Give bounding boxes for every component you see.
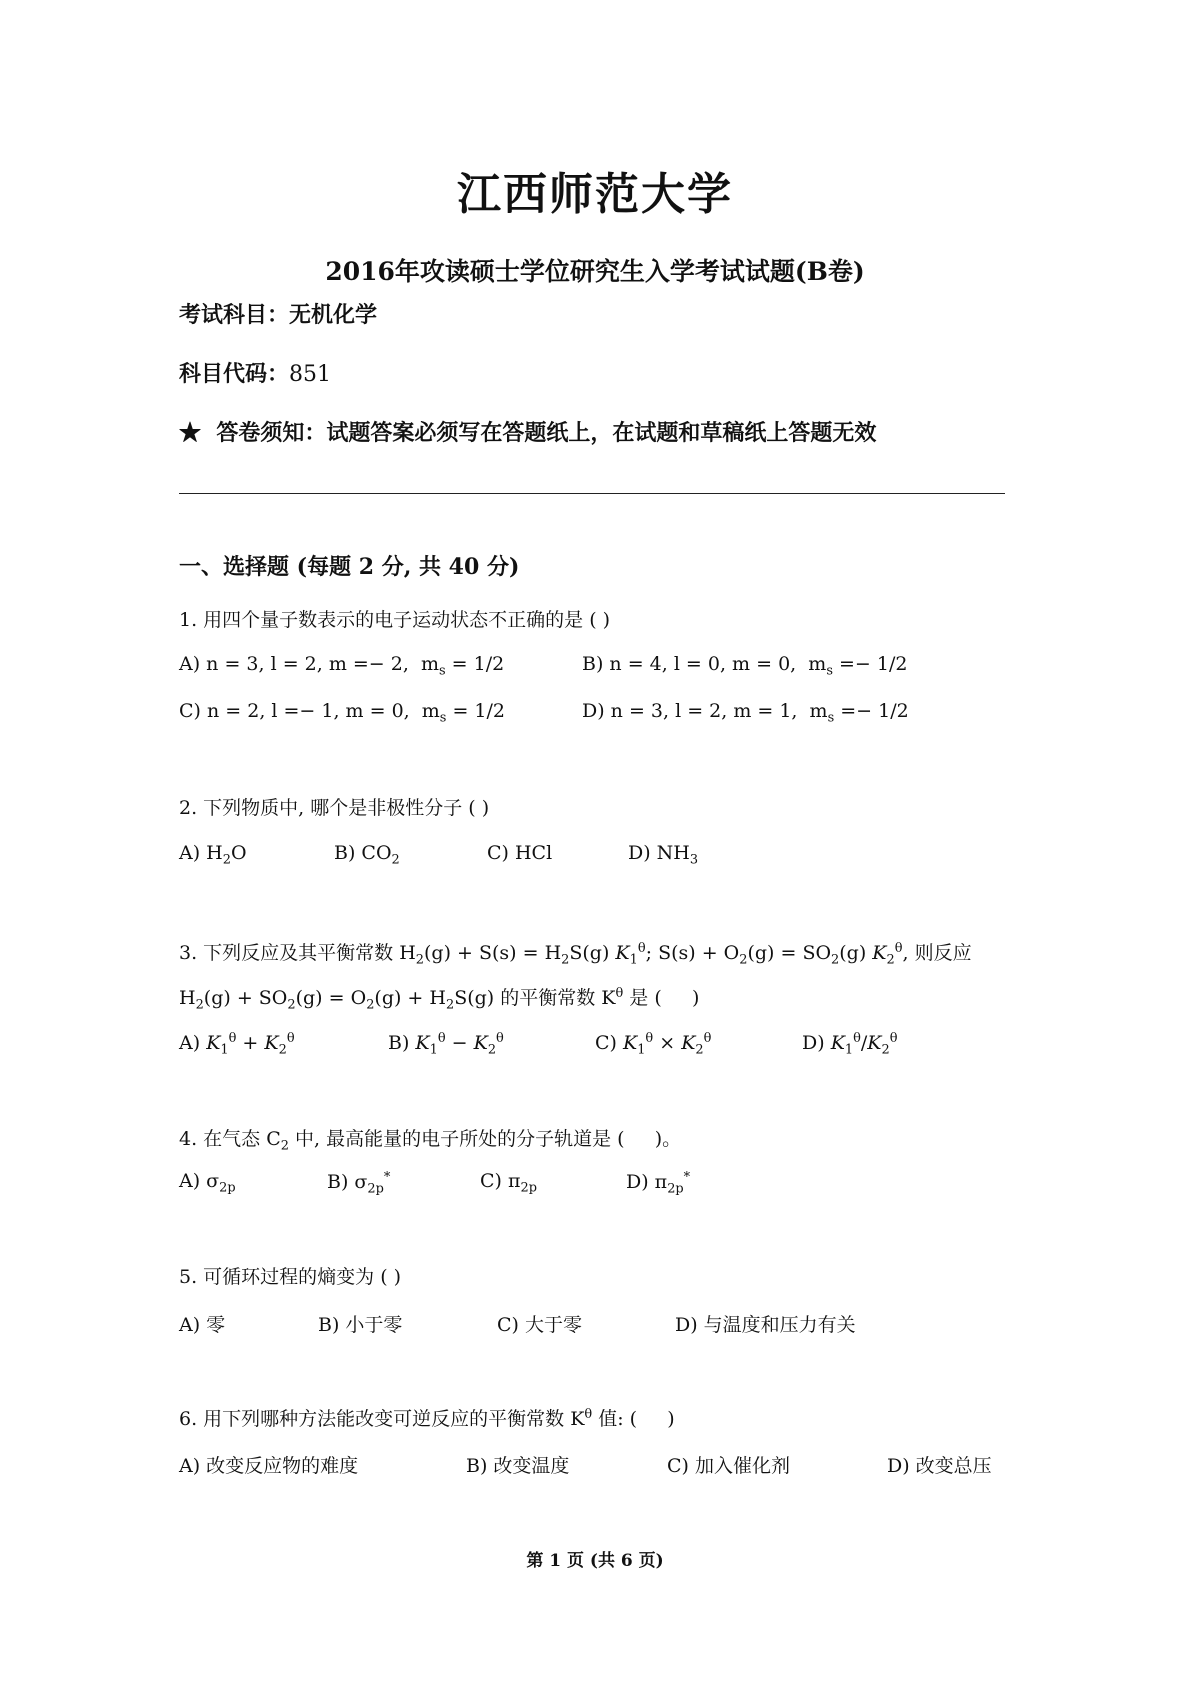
q2-option-a: A) $H_2O$: [179, 842, 247, 868]
notice-text: 试题答案必须写在答题纸上，在试题和草稿纸上答题无效: [326, 420, 877, 446]
q1-option-b: B) n = 4, l = 0, m = 0, $m_s =- 1/2$: [582, 653, 908, 679]
question-4-stem: 4. 在气态 $C_2$ 中, 最高能量的电子所处的分子轨道是 ( )。: [179, 1128, 682, 1154]
q1-option-a: A) n = 3, l = 2, m =− 2, $m_s = 1/2$: [179, 653, 505, 679]
q3-option-c: C) $K_1^\theta \times K_2^\theta$: [595, 1031, 712, 1058]
question-5-stem: 5. 可循环过程的熵变为 ( ): [179, 1266, 402, 1288]
university-title: 江西师范大学: [457, 169, 733, 220]
page-number: 第 1 页 (共 6 页): [526, 1551, 664, 1571]
q4-option-d: D) $\pi_{2p}^*$: [626, 1170, 691, 1197]
subject-label: 考试科目：: [179, 302, 290, 328]
q5-option-d: D) 与温度和压力有关: [675, 1314, 856, 1336]
q5-option-b: B) 小于零: [318, 1314, 403, 1336]
q6-option-b: B) 改变温度: [466, 1455, 570, 1477]
q2-option-d: D) $NH_3$: [628, 842, 699, 868]
question-1-stem: 1. 用四个量子数表示的电子运动状态不正确的是 ( ): [179, 609, 611, 631]
notice-line: [179, 416, 876, 447]
question-6-stem: 6. 用下列哪种方法能改变可逆反应的平衡常数 $K^\theta$ 值: ( ): [179, 1406, 675, 1430]
question-2-stem: 2. 下列物质中, 哪个是非极性分子 ( ): [179, 797, 490, 819]
q6-option-c: C) 加入催化剂: [667, 1455, 790, 1477]
q5-option-a: A) 零: [179, 1314, 226, 1336]
q3-option-b: B) $K_1^\theta - K_2^\theta$: [388, 1031, 504, 1058]
q5-option-c: C) 大于零: [497, 1314, 582, 1336]
q1-option-d: D) n = 3, l = 2, m = 1, $m_s =- 1/2$: [582, 700, 909, 726]
q2-option-b: B) $CO_2$: [334, 842, 400, 868]
subject-value: 无机化学: [289, 302, 378, 328]
star-icon: ★: [179, 420, 202, 446]
q4-option-c: C) $\pi_{2p}$: [480, 1170, 537, 1196]
q2-option-c: C) HCl: [487, 842, 553, 864]
q3-option-a: A) $K_1^\theta + K_2^\theta$: [179, 1031, 295, 1058]
question-3-stem-line2: $H_2(g) + SO_2(g) = O_2(g) + H_2S(g)$ 的平衡常数 $K^\theta$ 是 ( ): [179, 985, 700, 1013]
code-label: 科目代码：: [179, 361, 290, 387]
question-3-stem-line1: 3. 下列反应及其平衡常数 $H_2(g) + S(s) = H_2S(g)$ $K_1^\theta$; $S(s) + O_2(g) = SO_2(g)$ $K_2^\theta$, 则反应: [179, 940, 972, 968]
q1-option-c: C) n = 2, l =− 1, m = 0, $m_s = 1/2$: [179, 700, 505, 726]
code-line: [179, 357, 331, 388]
section-title: 一、选择题 (每题 2 分, 共 40 分): [179, 554, 520, 580]
q6-option-d: D) 改变总压: [887, 1455, 992, 1477]
q6-option-a: A) 改变反应物的难度: [179, 1455, 359, 1477]
notice-label: 答卷须知：: [216, 420, 327, 446]
code-value: 851: [289, 362, 332, 387]
q4-option-a: A) $\sigma_{2p}$: [179, 1170, 236, 1196]
header-divider: [179, 493, 1005, 494]
q3-option-d: D) $K_1^\theta/K_2^\theta$: [802, 1031, 898, 1058]
subject-line: [179, 298, 377, 329]
q4-option-b: B) $\sigma_{2p}^*$: [327, 1170, 391, 1197]
exam-title: 2016年攻读硕士学位研究生入学考试试题(B卷): [325, 257, 865, 286]
